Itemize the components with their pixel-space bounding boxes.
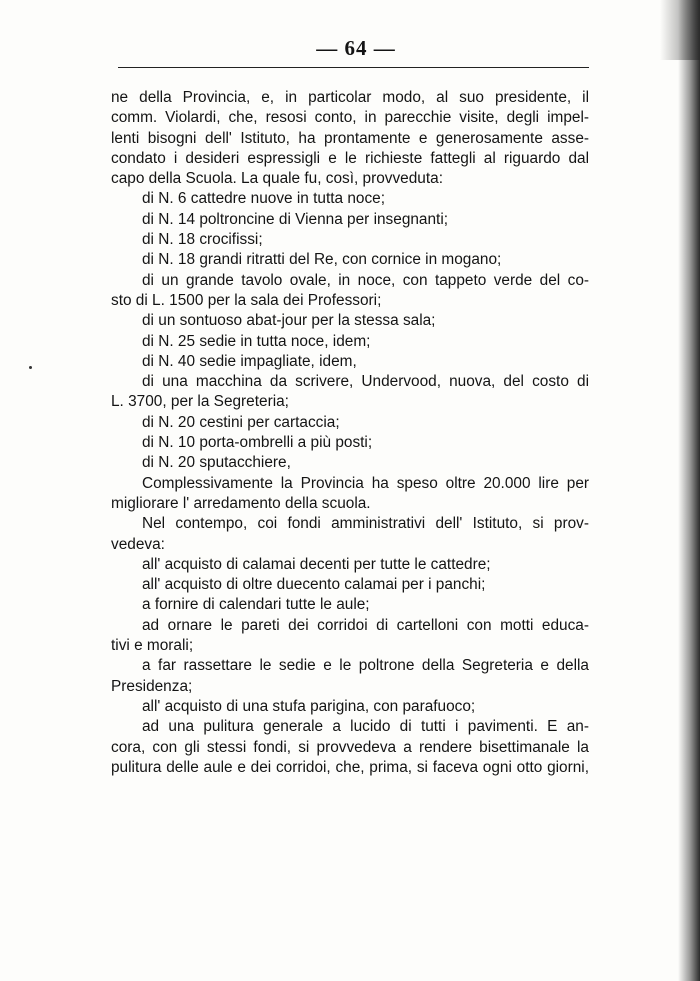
text-line: di un grande tavolo ovale, in noce, con tappeto verde del co- <box>142 271 589 289</box>
text-line: di N. 20 sputacchiere, <box>142 454 291 472</box>
text-line: condato i desideri espressigli e le richieste fattegli al riguardo dal <box>111 149 589 167</box>
text-line: cora, con gli stessi fondi, si provvedeva a rendere bisettimanale la <box>111 738 589 756</box>
text-line: di N. 18 crocifissi; <box>142 231 263 249</box>
page-number: — 64 — <box>316 36 396 60</box>
text-line: Presidenza; <box>111 677 193 695</box>
page-edge-shadow <box>678 0 700 981</box>
text-line: pulitura delle aule e dei corridoi, che, prima, si faceva ogni otto giorni, <box>111 758 589 776</box>
text-line: all' acquisto di una stufa parigina, con parafuoco; <box>142 697 476 715</box>
text-line: Complessivamente la Provincia ha speso oltre 20.000 lire per <box>142 474 589 492</box>
text-line: a far rassettare le sedie e le poltrone della Segreteria e della <box>142 657 589 675</box>
body-text <box>111 88 589 778</box>
text-line: lenti bisogni dell' Istituto, ha prontamente e generosamente asse- <box>111 129 589 147</box>
text-line: ne della Provincia, e, in particolar modo, al suo presidente, il <box>111 89 589 106</box>
text-line: di N. 25 sedie in tutta noce, idem; <box>142 332 371 350</box>
text-line: di N. 14 poltroncine di Vienna per insegnanti; <box>142 210 449 228</box>
text-line: di N. 40 sedie impagliate, idem, <box>142 352 357 370</box>
text-line: di N. 18 grandi ritratti del Re, con cornice in mogano; <box>142 251 502 269</box>
text-line: di N. 6 cattedre nuove in tutta noce; <box>142 190 385 208</box>
text-line: sto di L. 1500 per la sala dei Professori; <box>111 291 382 309</box>
text-line: Nel contempo, coi fondi amministrativi dell' Istituto, si prov- <box>142 515 589 533</box>
text-line: di N. 20 cestini per cartaccia; <box>142 413 340 431</box>
text-line: di una macchina da scrivere, Undervood, nuova, del costo di <box>142 373 589 391</box>
text-line: ad ornare le pareti dei corridoi di cartelloni con motti educa- <box>142 616 589 634</box>
text-line: L. 3700, per la Segreteria; <box>111 393 289 411</box>
text-line: ad una pulitura generale a lucido di tutti i pavimenti. E an- <box>142 718 589 736</box>
text-line: tivi e morali; <box>111 637 194 655</box>
text-line: capo della Scuola. La quale fu, così, provveduta: <box>111 170 443 188</box>
text-line: comm. Violardi, che, resosi conto, in parecchie visite, degli impel- <box>111 109 589 127</box>
scan-speck <box>29 366 32 369</box>
text-line: vedeva: <box>111 535 165 553</box>
text-line: di un sontuoso abat-jour per la stessa sala; <box>142 312 436 330</box>
header-rule <box>118 67 589 68</box>
text-line: all' acquisto di calamai decenti per tutte le cattedre; <box>142 555 491 573</box>
text-line: di N. 10 porta-ombrelli a più posti; <box>142 434 373 452</box>
text-line: all' acquisto di oltre duecento calamai per i panchi; <box>142 576 486 594</box>
text-line: migliorare l' arredamento della scuola. <box>111 494 371 512</box>
text-line: a fornire di calendari tutte le aule; <box>142 596 370 614</box>
